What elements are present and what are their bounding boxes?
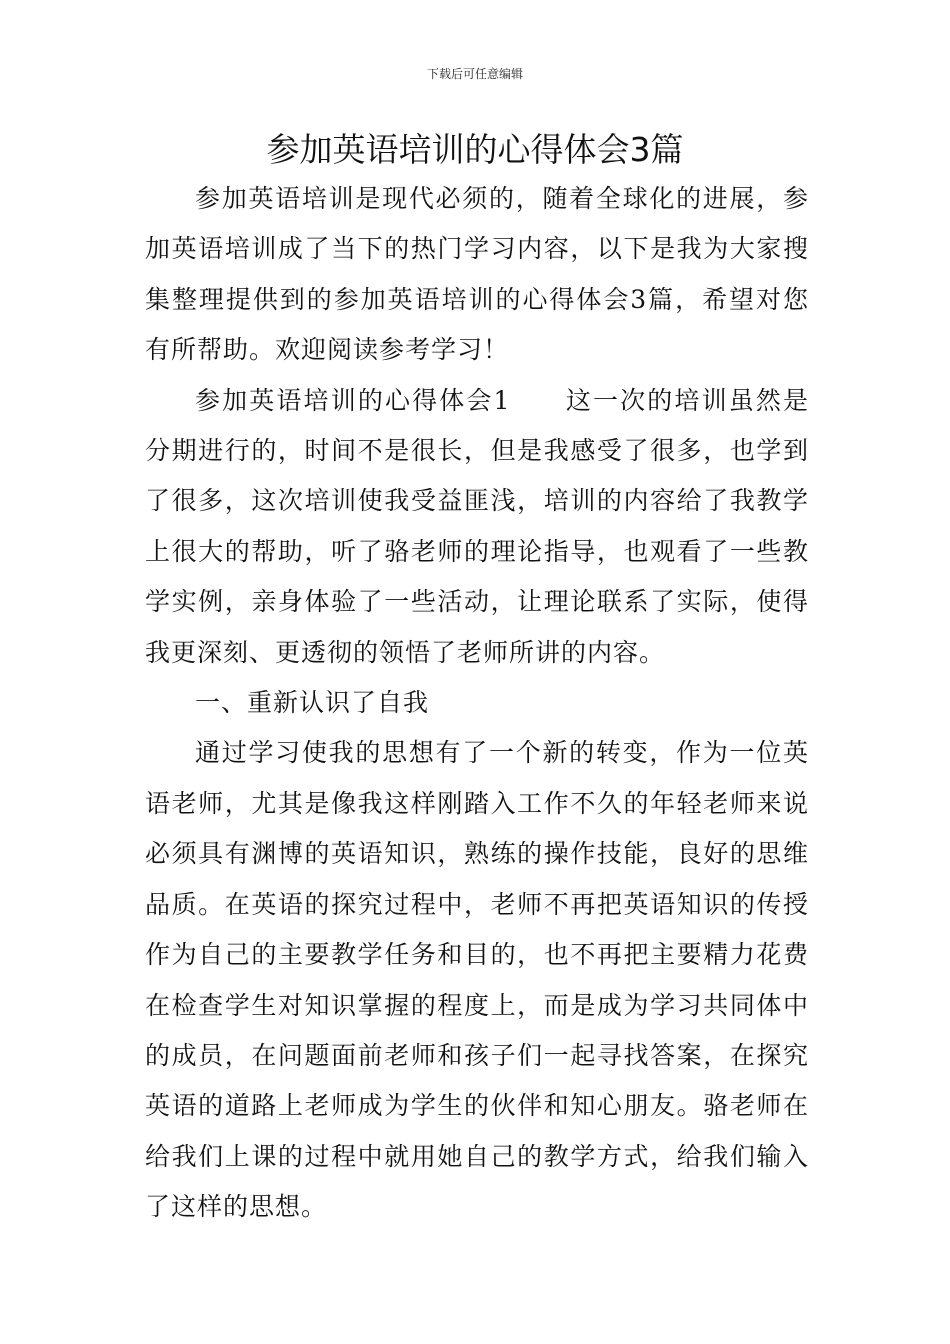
intro-paragraph: 参加英语培训是现代必须的，随着全球化的进展，参加英语培训成了当下的热门学习内容，以下是我为大家搜集整理提供到的参加英语培训的心得体会3篇，希望对您有所帮助。欢迎阅读参考学习！ [145,184,809,365]
self-recognition-paragraph: 通过学习使我的思想有了一个新的转变，作为一位英语老师，尤其是像我这样刚踏入工作不久的年轻老师来说必须具有渊博的英语知识，熟练的操作技能，良好的思维品质。在英语的探究过程中，老师不再把英语知识的传授作为自己的主要教学任务和目的，也不再把主要精力花费在检查学生对知识掌握的程度上，而是成为学习共同体中的成员，在问题面前老师和孩子们一起寻找答案，在探究英语的道路上老师成为学生的伙伴和知心朋友。骆老师在给我们上课的过程中就用她自己的教学方式，给我们输入了这样的思想。 [145,738,809,1222]
document-body [145,174,809,1233]
section-heading: 一、重新认识了自我 [195,688,430,718]
header-note: 下载后可任意编辑 [426,67,523,81]
document-title: 参加英语培训的心得体会3篇 [266,130,684,169]
experience-1-paragraph: 参加英语培训的心得体会1 这一次的培训虽然是分期进行的，时间不是很长，但是我感受了很多，也学到了很多，这次培训使我受益匪浅，培训的内容给了我教学上很大的帮助，听了骆老师的理论指导，也观看了一些教学实例，亲身体验了一些活动，让理论联系了实际，使得我更深刻、更透彻的领悟了老师所讲的内容。 [145,385,809,667]
